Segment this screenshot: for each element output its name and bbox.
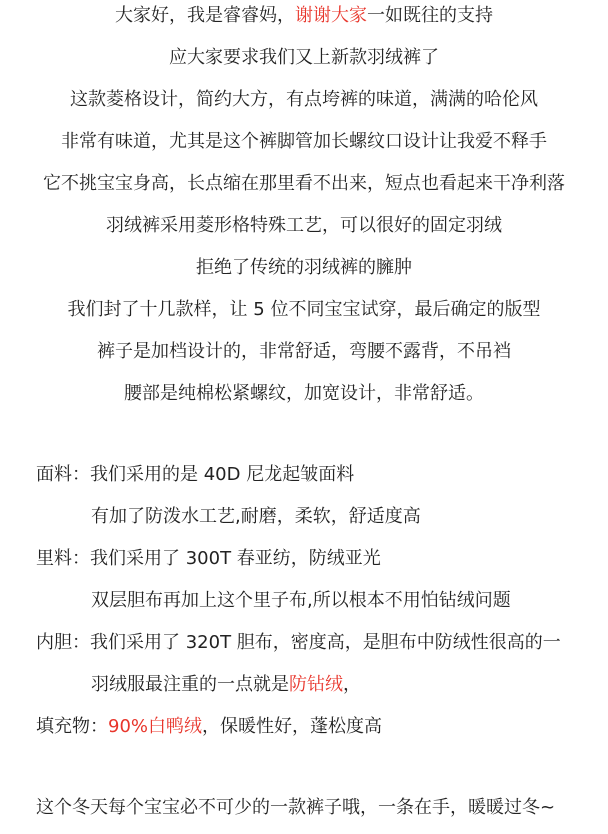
fabric-label: 面料： [36,464,90,485]
thanks-highlight: 谢谢大家 [295,5,367,26]
inner-label: 内胆： [36,632,90,653]
intro-line-10: 腰部是纯棉松紧螺纹，加宽设计，非常舒适。 [124,383,484,404]
intro-line-5: 它不挑宝宝身高，长点缩在那里看不出来，短点也看起来干净利落 [43,173,565,194]
fabric-text: 我们采用的是 40D 尼龙起皱面料 [90,464,355,485]
anti-leak-highlight: 防钻绒 [289,674,343,695]
intro-line-2: 应大家要求我们又上新款羽绒裤了 [169,47,439,68]
intro-line-1 [0,3,608,29]
intro-line-1-end: 一如既往的支持 [367,5,493,26]
intro-line-3: 这款菱格设计，简约大方，有点垮裤的味道，满满的哈伦风 [70,89,538,110]
intro-line-9: 裤子是加档设计的，非常舒适，弯腰不露背，不吊裆 [97,341,511,362]
intro-line-7: 拒绝了传统的羽绒裤的臃肿 [196,257,412,278]
filling-text: ，保暖性好，蓬松度高 [202,716,383,737]
inner-extra-end: ， [343,674,361,695]
closing-line: 这个冬天每个宝宝必不可少的一款裤子哦，一条在手，暖暖过冬~ [36,797,556,818]
fabric-extra: 有加了防泼水工艺,耐磨，柔软，舒适度高 [91,506,421,527]
intro-line-4: 非常有味道，尤其是这个裤脚管加长螺纹口设计让我爱不释手 [61,131,547,152]
intro-line-1-start: 大家好，我是睿睿妈， [115,5,295,26]
filling-label: 填充物： [36,716,108,737]
inner-extra [91,672,361,698]
filling-spec [36,714,382,740]
inner-spec [36,630,561,656]
lining-extra: 双层胆布再加上这个里子布,所以根本不用怕钻绒问题 [91,590,511,611]
lining-spec [36,546,381,572]
inner-text: 我们采用了 320T 胆布，密度高，是胆布中防绒性很高的一 [90,632,561,653]
lining-label: 里料： [36,548,90,569]
inner-extra-start: 羽绒服最注重的一点就是 [91,674,289,695]
down-content-highlight: 90%白鸭绒 [108,716,203,737]
intro-line-6: 羽绒裤采用菱形格特殊工艺，可以很好的固定羽绒 [106,215,502,236]
fabric-spec [36,462,354,488]
intro-line-8: 我们封了十几款样，让 5 位不同宝宝试穿，最后确定的版型 [67,299,541,320]
lining-text: 我们采用了 300T 春亚纺，防绒亚光 [90,548,381,569]
